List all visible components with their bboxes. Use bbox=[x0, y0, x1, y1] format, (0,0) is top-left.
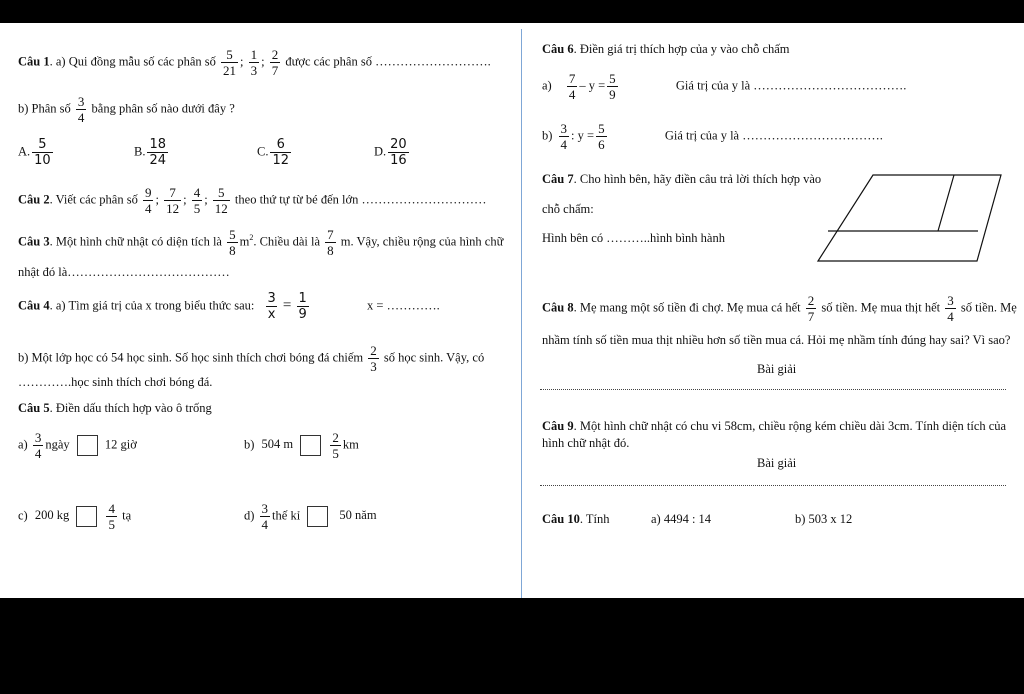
q8-answer-line bbox=[540, 389, 1006, 390]
q1-option-b: B. $\frac{18}{24}$ bbox=[134, 137, 167, 168]
q5-a-answer-box[interactable] bbox=[77, 435, 98, 456]
q2-label: Câu 2 bbox=[18, 192, 50, 207]
q9-solution-heading: Bài giải bbox=[757, 456, 797, 470]
q6-b: b) $\frac{3}{4}$ : y = $\frac{5}{6}$ Giá trị của y là ……………………………. bbox=[542, 121, 883, 152]
q1-option-c-frac: $\frac{6}{12}$ bbox=[272, 137, 290, 168]
q2-text: . Viết các phân số bbox=[49, 192, 138, 207]
q9-line-2: hình chữ nhật đó. bbox=[542, 436, 630, 450]
q4-label: Câu 4 bbox=[18, 298, 50, 313]
q4-a-right-frac: $\frac{1}{9}$ bbox=[298, 291, 307, 322]
q7-parallelogram-figure bbox=[816, 173, 1006, 265]
q5-c-frac: $\frac{4}{5}$ bbox=[108, 501, 115, 532]
q1-b-frac: $\frac{3}{4}$ bbox=[77, 94, 85, 125]
q10-line bbox=[542, 511, 610, 527]
q2-line: Câu 2. Viết các phân số $\frac{9}{4}$ ; $\frac{7}{12}$ ; $\frac{4}{5}$ ; $\frac{5}{12}$ theo thứ tự từ bé đến lớn ………………………… bbox=[18, 185, 487, 216]
q2-frac-3: $\frac{4}{5}$ bbox=[193, 185, 201, 216]
q1-b-tail: bằng phân số nào dưới đây ? bbox=[91, 101, 235, 116]
q8-solution-heading: Bài giải bbox=[757, 362, 797, 376]
q5-b-frac: $\frac{2}{5}$ bbox=[332, 430, 339, 461]
q4-b-text: b) Một lớp học có 54 học sinh. Số học sinh thích chơi bóng đá chiếm bbox=[18, 350, 364, 365]
q5-a: a) $\frac{3}{4}$ ngày 12 giờ bbox=[18, 430, 137, 461]
q5-c: c) 200 kg $\frac{4}{5}$ tạ bbox=[18, 501, 132, 532]
q1-option-c: C. $\frac{6}{12}$ bbox=[257, 137, 290, 168]
q4-line-b bbox=[18, 343, 484, 374]
q3-length-frac: $\frac{7}{8}$ bbox=[327, 227, 334, 258]
q4-b-tail: số học sinh. Vậy, có bbox=[383, 350, 485, 365]
q6-line bbox=[542, 41, 790, 57]
q8-label: Câu 8 bbox=[542, 300, 574, 315]
q2-frac-1: $\frac{9}{4}$ bbox=[144, 185, 152, 216]
q3-line-2: nhật đó là………………………………… bbox=[18, 265, 230, 279]
q5-d-answer-box[interactable] bbox=[307, 506, 328, 527]
q8-line-1 bbox=[542, 293, 1017, 324]
q1-line-b bbox=[18, 94, 235, 125]
q5-text: . Điền dấu thích hợp vào ô trống bbox=[49, 401, 212, 415]
q4-line-b2: ………….học sinh thích chơi bóng đá. bbox=[18, 375, 213, 389]
q6-text: . Điền giá trị thích hợp của y vào chỗ chấm bbox=[573, 42, 790, 56]
q1-a-tail: được các phân số ………………………. bbox=[285, 54, 491, 69]
q4-line-a: Câu 4. a) Tìm giá trị của x trong biểu thức sau: $\frac{3}{x}$ = $\frac{1}{9}$ x = …………. bbox=[18, 291, 440, 322]
q7-line-3: Hình bên có ………..hình bình hành bbox=[542, 231, 725, 245]
q4-a-left-frac: $\frac{3}{x}$ bbox=[267, 291, 276, 322]
q5-b: b) 504 m $\frac{2}{5}$ km bbox=[244, 430, 359, 461]
q3-unit: m bbox=[239, 234, 250, 249]
q1-option-a: A. $\frac{5}{10}$ bbox=[18, 137, 51, 168]
q5-a-frac: $\frac{3}{4}$ bbox=[34, 430, 42, 461]
q7-slanted-line bbox=[938, 175, 954, 231]
q8-text-2: số tiền. Mẹ mua thịt hết bbox=[821, 300, 941, 315]
q5-d-frac: $\frac{3}{4}$ bbox=[261, 501, 269, 532]
q1-option-d: D. $\frac{20}{16}$ bbox=[374, 137, 407, 168]
q10-label: Câu 10 bbox=[542, 512, 580, 526]
q6-a-right-frac: $\frac{5}{9}$ bbox=[609, 71, 616, 102]
q9-line-1 bbox=[542, 418, 1006, 434]
q10-text: . Tính bbox=[579, 512, 610, 526]
q6-a-answer: Giá trị của y là ………………………………. bbox=[675, 78, 907, 93]
worksheet-page bbox=[0, 23, 1024, 598]
q3-line-1: Câu 3. Một hình chữ nhật có diện tích là $\frac{5}{8}$ $m^2$. Chiều dài là $\frac{7}{8}$ m. Vậy, chiều rộng của hình chữ bbox=[18, 227, 504, 258]
q7-line-1 bbox=[542, 171, 821, 187]
q8-frac-2: $\frac{3}{4}$ bbox=[947, 293, 954, 324]
q1-label: Câu 1 bbox=[18, 54, 50, 69]
q4-a-text: . a) Tìm giá trị của x trong biểu thức sau: bbox=[49, 298, 255, 313]
q1-a-frac-2: $\frac{1}{3}$ bbox=[250, 47, 258, 78]
q3-label: Câu 3 bbox=[18, 234, 50, 249]
q1-option-d-frac: $\frac{20}{16}$ bbox=[390, 137, 407, 168]
q3-text-3: m. Vậy, chiều rộng của hình chữ bbox=[340, 234, 504, 249]
q1-a-frac-1: $\frac{5}{21}$ bbox=[223, 47, 237, 78]
q6-b-answer: Giá trị của y là ……………………………. bbox=[664, 128, 883, 143]
q8-text-1: . Mẹ mang một số tiền đi chợ. Mẹ mua cá hết bbox=[573, 300, 801, 315]
q7-text: . Cho hình bên, hãy điền câu trả lời thích hợp vào bbox=[573, 172, 822, 186]
q4-a-answer: x = …………. bbox=[367, 298, 440, 313]
q2-frac-4: $\frac{5}{12}$ bbox=[214, 185, 228, 216]
q5-c-answer-box[interactable] bbox=[76, 506, 97, 527]
q10-b: b) 503 x 12 bbox=[795, 512, 853, 526]
q9-text: . Một hình chữ nhật có chu vi 58cm, chiều rộng kém chiều dài 3cm. Tính diện tích của bbox=[573, 419, 1007, 433]
q1-a-frac-3: $\frac{2}{7}$ bbox=[271, 47, 279, 78]
q1-a-text: . a) Qui đồng mẫu số các phân số bbox=[49, 54, 216, 69]
q7-label: Câu 7 bbox=[542, 172, 574, 186]
q6-b-right-frac: $\frac{5}{6}$ bbox=[598, 121, 605, 152]
q9-label: Câu 9 bbox=[542, 419, 574, 433]
column-divider bbox=[521, 29, 522, 598]
q3-area-frac: $\frac{5}{8}$ bbox=[229, 227, 236, 258]
q6-a-left-frac: $\frac{7}{4}$ bbox=[568, 71, 576, 102]
q9-answer-line bbox=[540, 485, 1006, 486]
q1-option-b-frac: $\frac{18}{24}$ bbox=[149, 137, 167, 168]
q5-label: Câu 5 bbox=[18, 401, 50, 415]
q1-line-a: Câu 1. a) Qui đồng mẫu số các phân số $\frac{5}{21}$ ; $\frac{1}{3}$ ; $\frac{2}{7}$ được các phân số ………………………. bbox=[18, 47, 491, 78]
q5-d: d) $\frac{3}{4}$ thế kỉ 50 năm bbox=[244, 501, 377, 532]
q5-b-answer-box[interactable] bbox=[300, 435, 321, 456]
q2-frac-2: $\frac{7}{12}$ bbox=[166, 185, 180, 216]
q8-text-3: số tiền. Mẹ bbox=[960, 300, 1017, 315]
q8-frac-1: $\frac{2}{7}$ bbox=[807, 293, 815, 324]
q3-text-1: . Một hình chữ nhật có diện tích là bbox=[49, 234, 222, 249]
q7-line-2: chỗ chấm: bbox=[542, 202, 594, 216]
q1-option-a-frac: $\frac{5}{10}$ bbox=[34, 137, 51, 168]
q7-outer-parallelogram bbox=[818, 175, 1001, 261]
q2-tail: theo thứ tự từ bé đến lớn ………………………… bbox=[234, 192, 487, 207]
q8-line-2: nhầm tính số tiền mua thịt nhiều hơn số tiền mua cá. Hỏi mẹ nhầm tính đúng hay sai? Vì sao? bbox=[542, 333, 1011, 347]
q6-a: a) $\frac{7}{4}$ – y = $\frac{5}{9}$ Giá trị của y là ………………………………. bbox=[542, 71, 907, 102]
q10-a: a) 4494 : 14 bbox=[651, 512, 712, 526]
q3-text-2: . Chiều dài là bbox=[253, 234, 320, 249]
q1-b-text: b) Phân số bbox=[18, 101, 71, 116]
q6-label: Câu 6 bbox=[542, 42, 574, 56]
q5-line bbox=[18, 400, 212, 416]
q6-b-left-frac: $\frac{3}{4}$ bbox=[560, 121, 568, 152]
q4-b-frac: $\frac{2}{3}$ bbox=[370, 343, 377, 374]
